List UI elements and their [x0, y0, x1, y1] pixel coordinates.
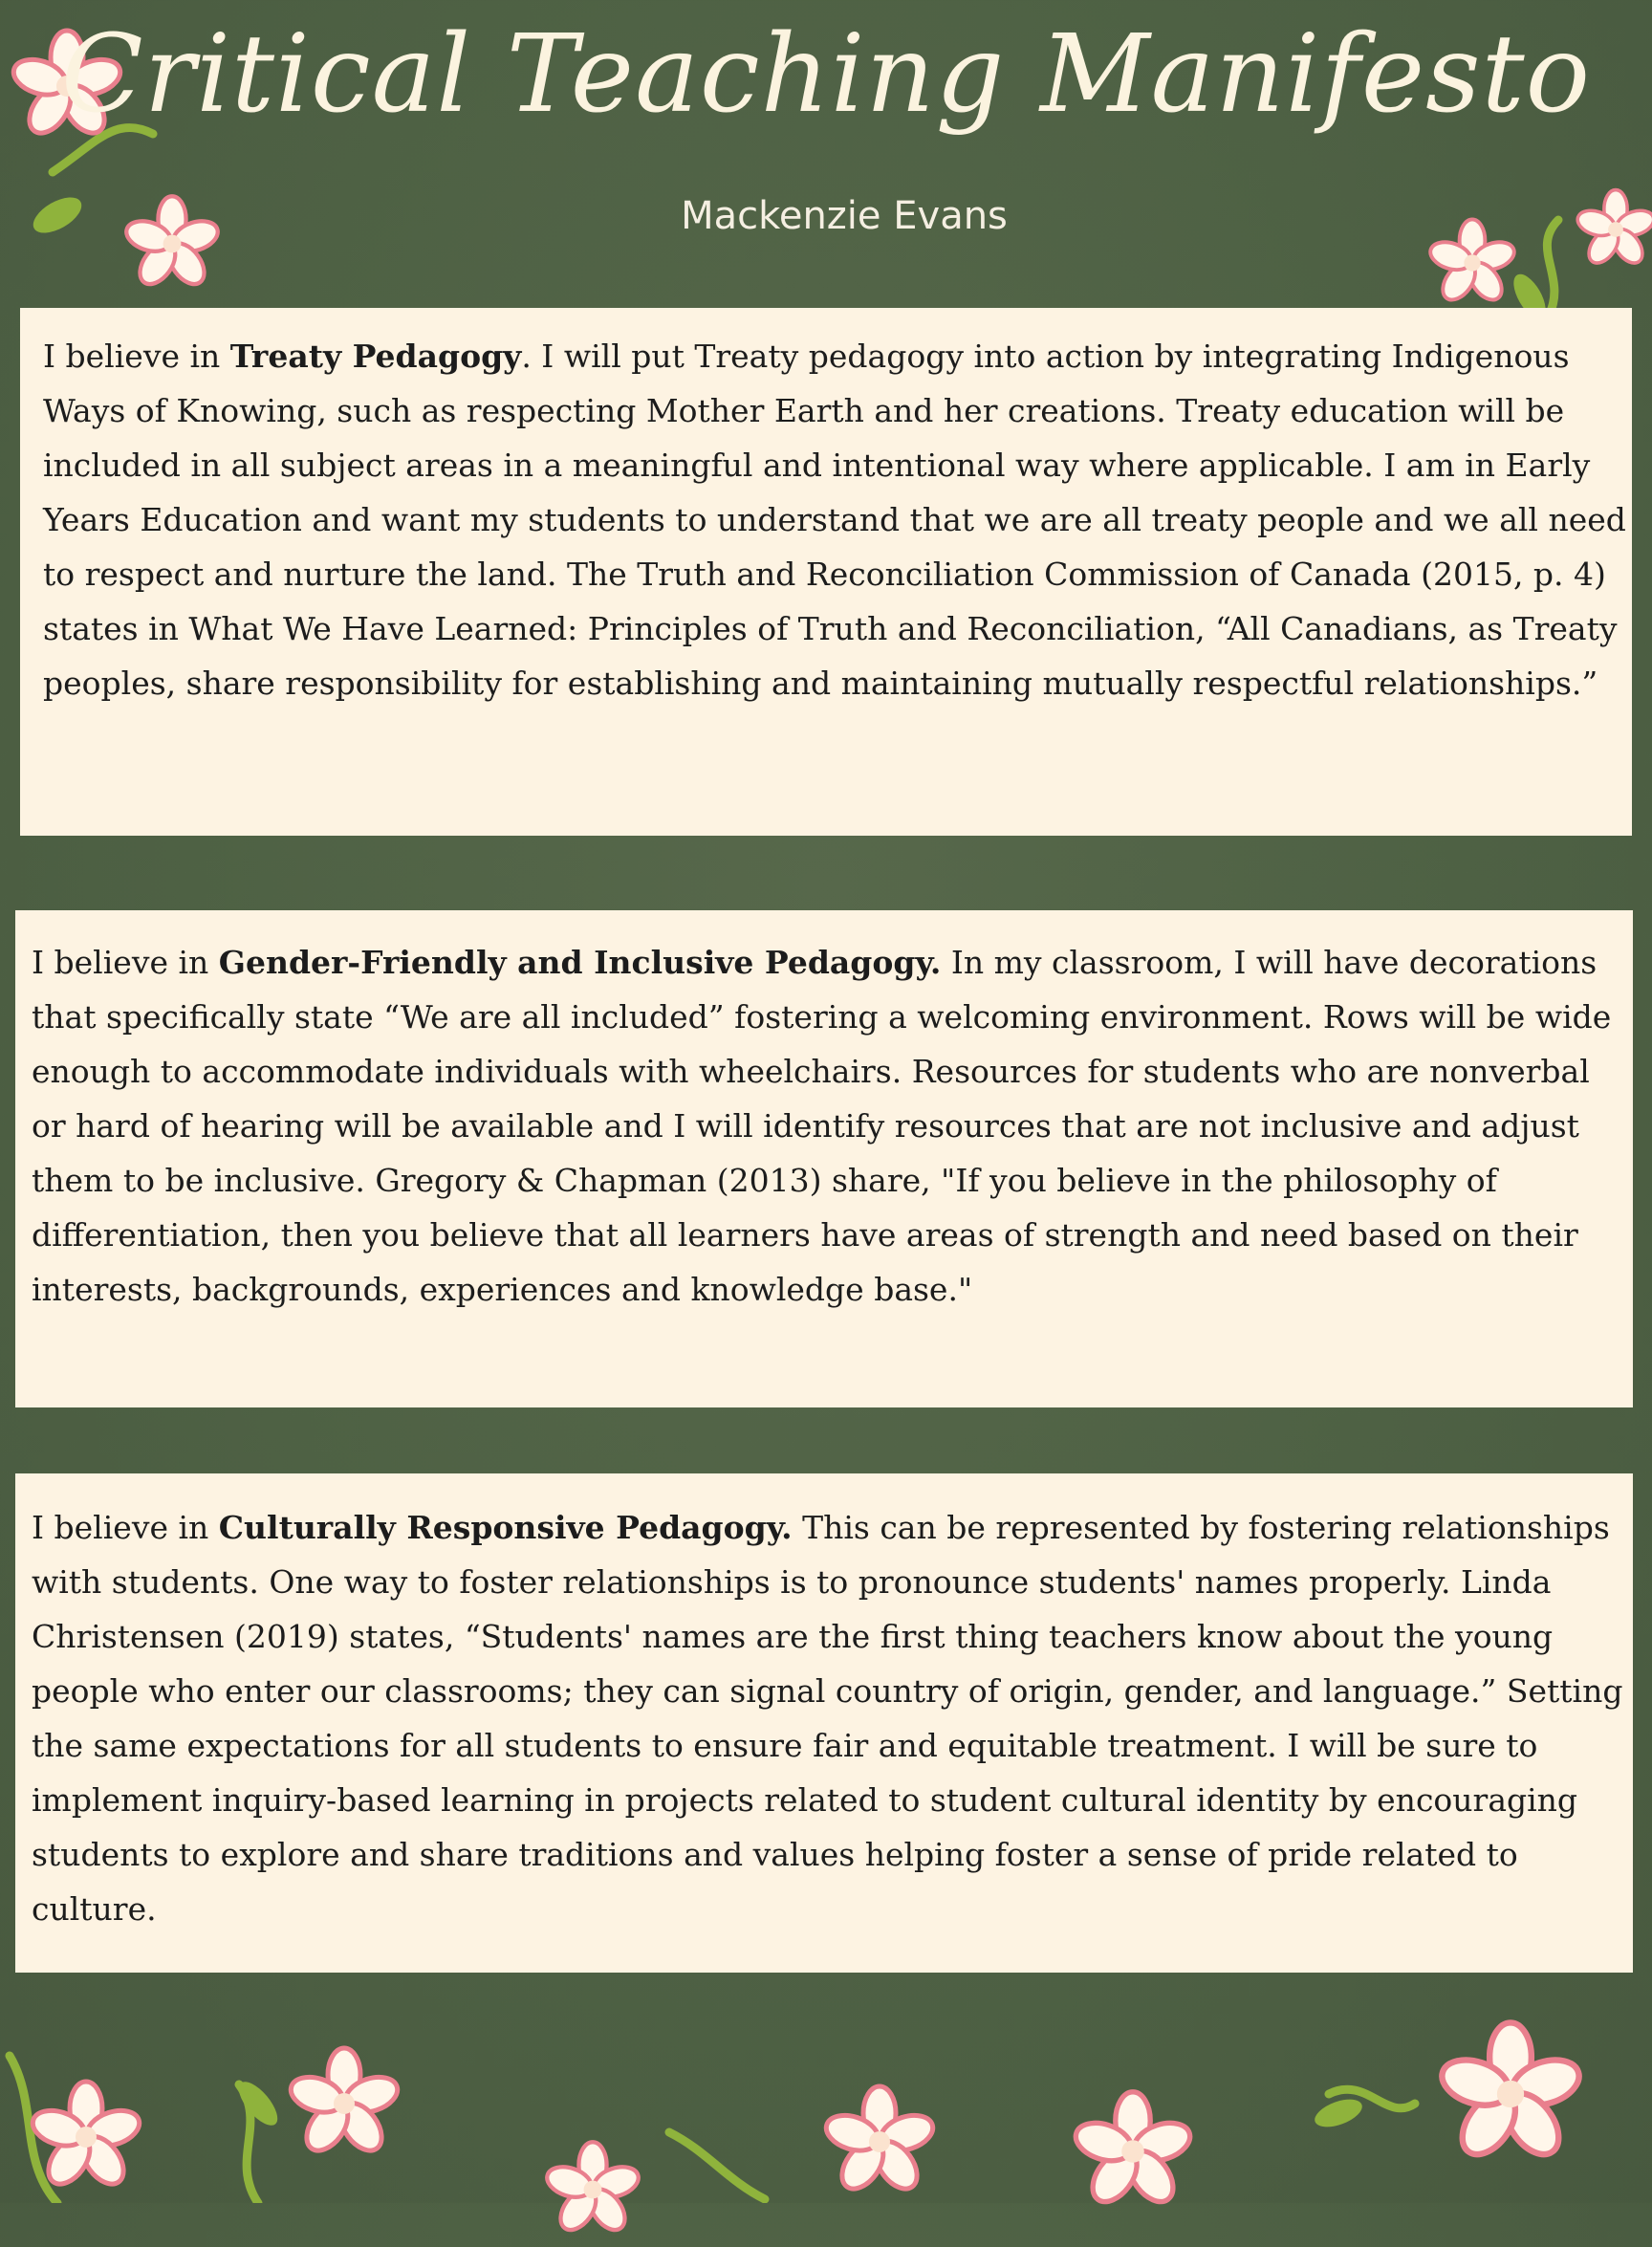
section-heading: Gender-Friendly and Inclusive Pedagogy. [218, 944, 942, 981]
section-heading: Culturally Responsive Pedagogy. [218, 1509, 793, 1546]
section-text [32, 935, 1633, 1317]
leaf-icon [1311, 2094, 1365, 2132]
section-body: . I will put Treaty pedagogy into action by integrating Indigenous Ways of Knowing, such as respecting Mother Earth and her creations. Treaty education will be included in all subject areas in a meaningful and intentional way where applicable. I am in Early Years Education and want my students to understand that we are all treaty people and we all need to respect and nurture the land. The Truth and Reconciliation Commission of Canada (2015, p. 4) states in What We Have Learned: Principles of Truth and Reconciliation, “All Canadians, as Treaty peoples, share responsibility for establishing and maintaining mutually respectful relationships.” [43, 338, 1626, 702]
section-text [43, 329, 1632, 710]
section-treaty-pedagogy [20, 308, 1632, 836]
flower-icon [277, 2037, 411, 2171]
section-body: In my classroom, I will have decorations that specifically state “We are all included” fostering a welcoming environment. Rows will be wide enough to accommodate individuals with wheelchairs. Resources for students who are nonverbal or hard of hearing will be available and I will identify resources that are not inclusive and adjust them to be inclusive. Gregory & Chapman (2013) share, "If you believe in the philosophy of differentiation, then you believe that all learners have areas of strength and need based on their interests, backgrounds, experiences and knowledge base." [32, 944, 1612, 1308]
page-title: Critical Teaching Manifesto [60, 12, 1592, 137]
section-lead: I believe in [32, 944, 219, 981]
vine-icon [669, 2132, 765, 2199]
section-lead: I believe in [32, 1509, 219, 1546]
section-body: This can be represented by fostering relationships with students. One way to foster relationships is to pronounce students' names properly. Linda Christensen (2019) states, “Students' names are the first thing teachers know about the young people who enter our classrooms; they can signal country of origin, gender, and language.” Setting the same expectations for all students to ensure fair and equitable treatment. I will be sure to implement inquiry-based learning in projects related to student cultural identity by encouraging students to explore and share traditions and values helping foster a sense of pride related to culture. [32, 1509, 1623, 1928]
section-inclusive-pedagogy [15, 910, 1633, 1407]
section-culturally-responsive-pedagogy [15, 1473, 1633, 1973]
section-lead: I believe in [43, 338, 230, 375]
flower-icon [535, 2132, 650, 2247]
section-text [32, 1500, 1633, 1936]
section-heading: Treaty Pedagogy [229, 338, 522, 375]
flower-icon [19, 2070, 153, 2204]
author-name: Mackenzie Evans [681, 194, 1008, 238]
flower-icon [813, 2075, 946, 2209]
flower-icon [1061, 2080, 1205, 2223]
flower-icon [1424, 2008, 1597, 2180]
